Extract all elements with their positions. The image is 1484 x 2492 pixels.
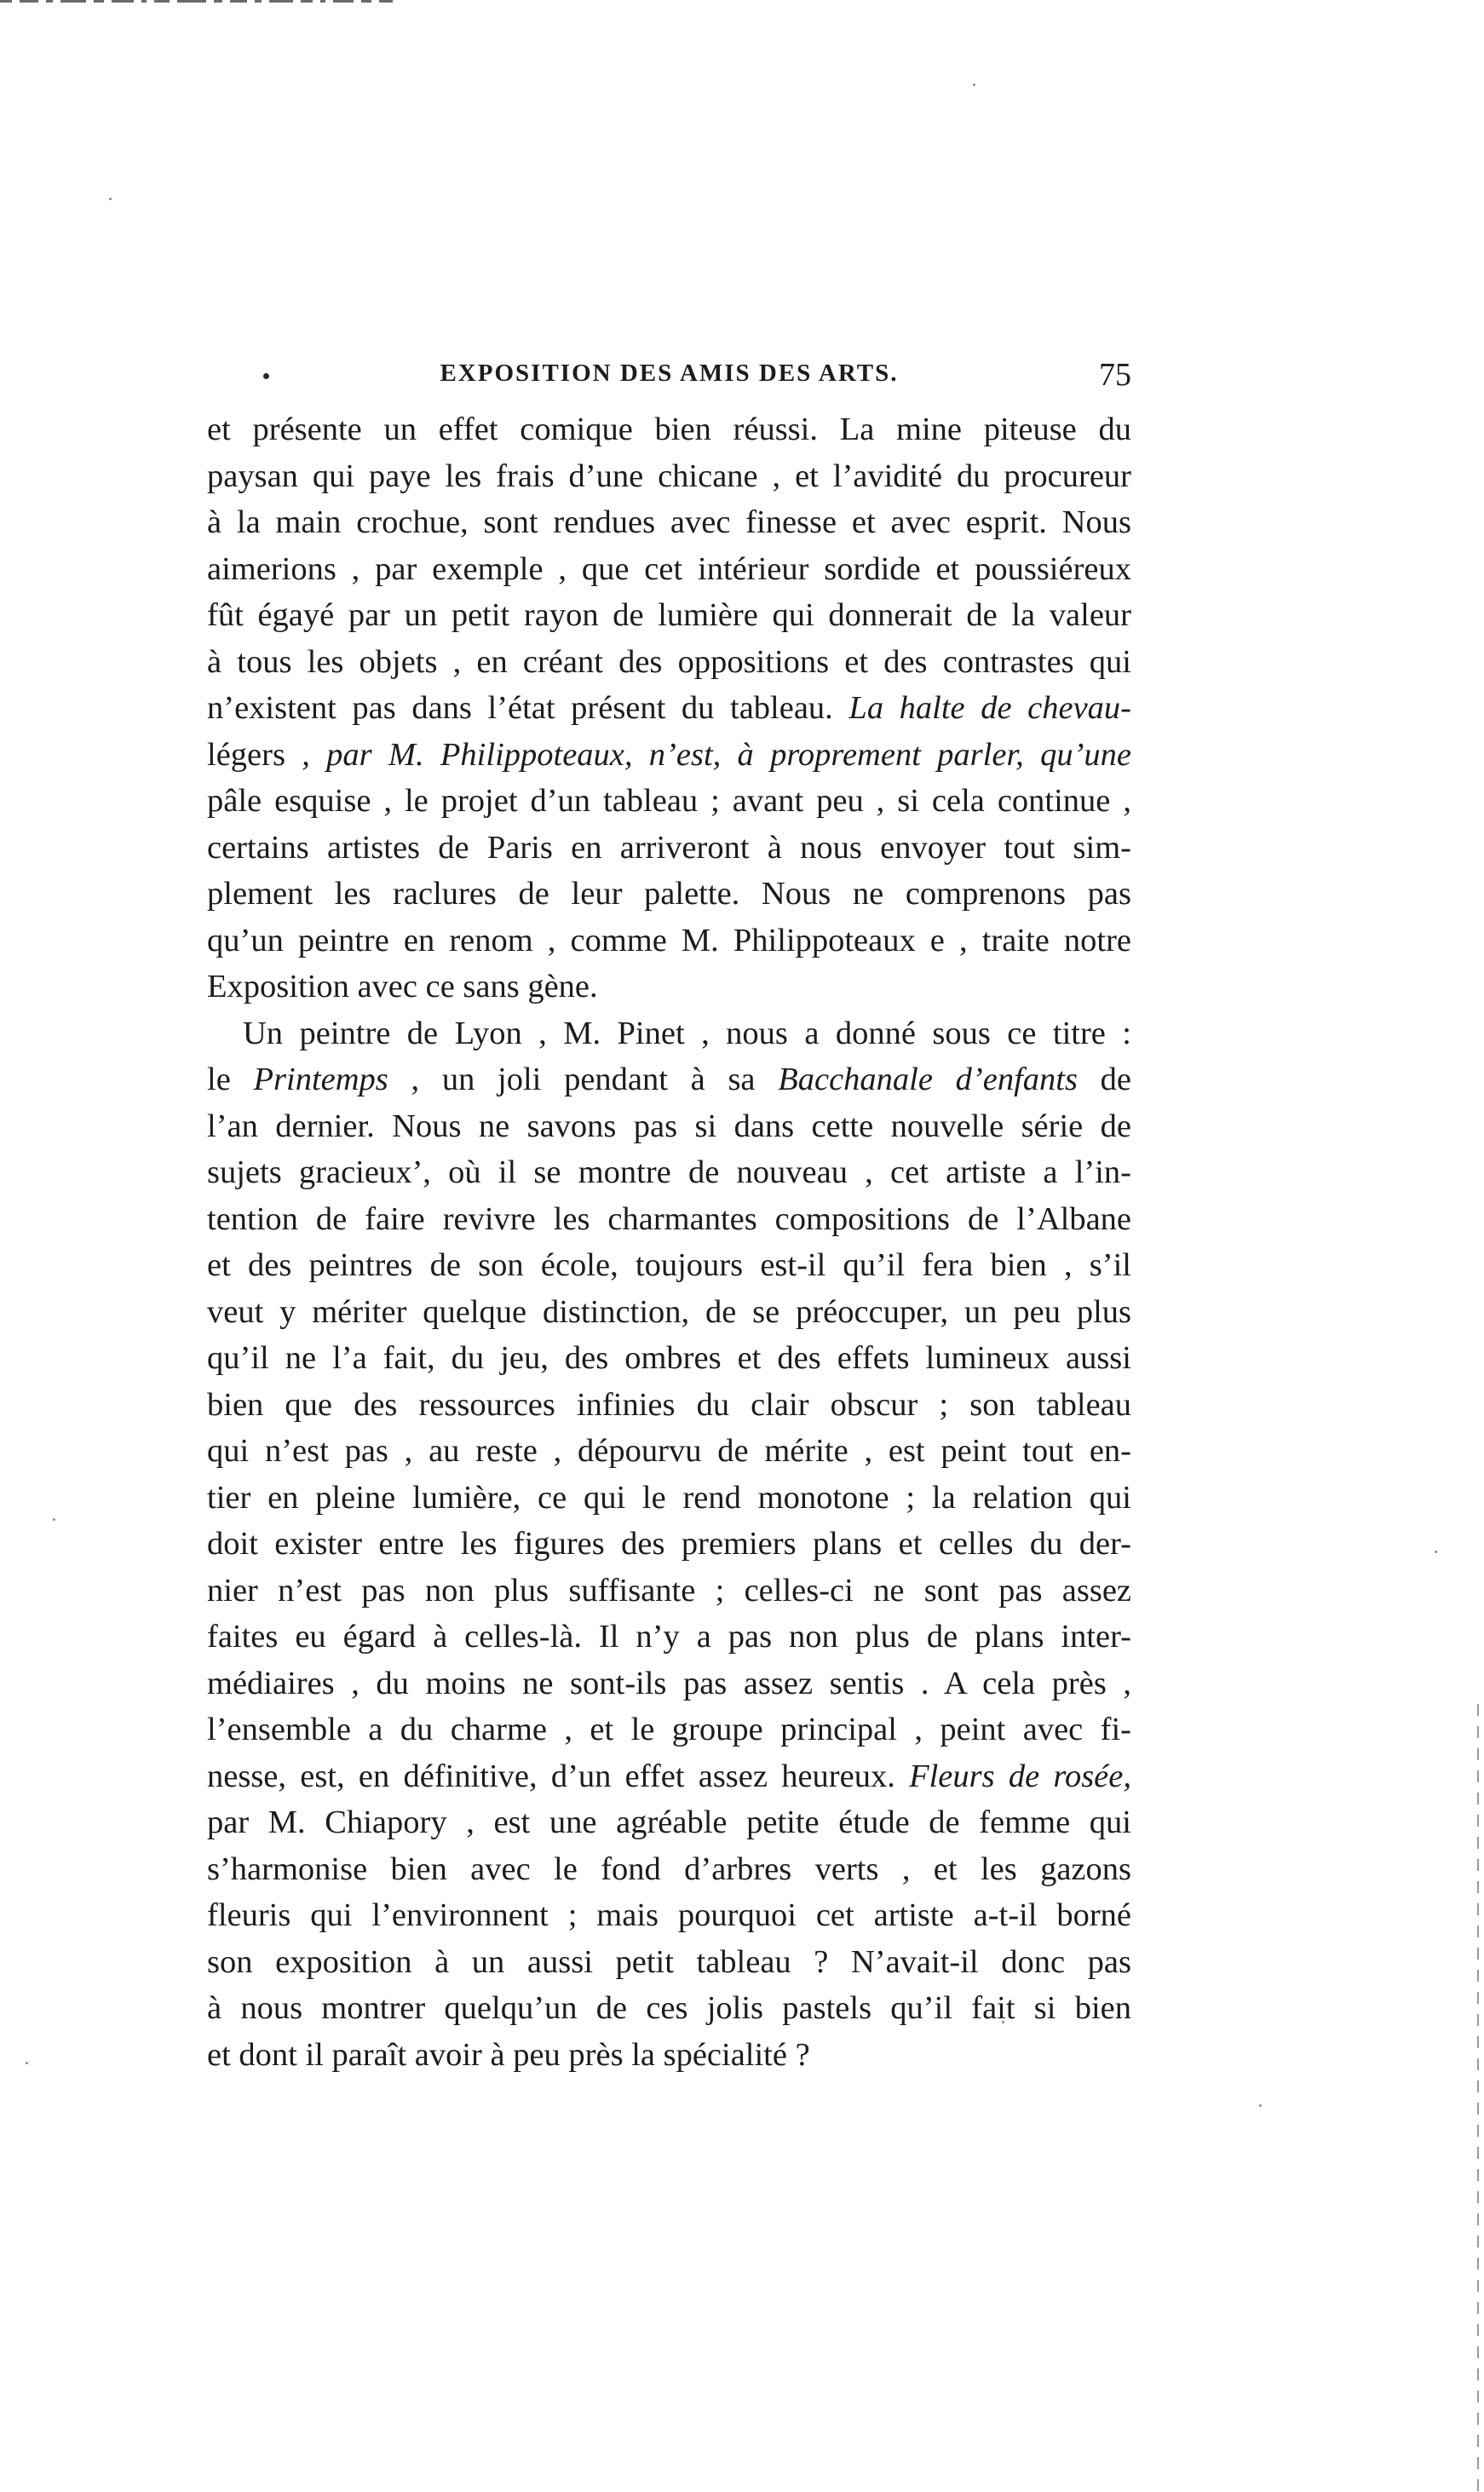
text-segment: veut y mériter quelque distinction, de se préoccuper, un peu plus: [207, 1293, 1131, 1330]
text-segment: nesse, est, en définitive, d’un effet assez heureux.: [207, 1758, 910, 1794]
text-line: [207, 871, 1131, 918]
scan-speck: [26, 2062, 28, 2064]
text-segment: Un peintre de Lyon , M. Pinet , nous a donné sous ce titre :: [243, 1015, 1131, 1051]
text-line: [207, 732, 1131, 779]
text-line: [207, 1382, 1131, 1429]
text-segment: tier en pleine lumière, ce qui le rend monotone ; la relation qui: [207, 1479, 1131, 1516]
text-segment: fût égayé par un petit rayon de lumière qui donnerait de la valeur: [207, 597, 1131, 633]
text-segment: à nous montrer quelqu’un de ces jolis pastels qu’il fait si bien: [207, 1990, 1131, 2026]
scan-speck: [109, 198, 112, 200]
text-line: [207, 1010, 1131, 1057]
text-line: [207, 1753, 1131, 1800]
text-segment: paysan qui paye les frais d’une chicane , et l’avidité du procureur: [207, 458, 1131, 494]
text-line: [207, 685, 1131, 732]
text-line: [207, 1568, 1131, 1614]
text-segment: fleuris qui l’environnent ; mais pourquoi cet artiste a-t-il borné: [207, 1897, 1131, 1933]
text-line: [207, 1056, 1131, 1103]
text-line: [207, 1428, 1131, 1475]
italic-title: Fleurs de rosée,: [909, 1758, 1131, 1794]
text-segment: et dont il paraît avoir à peu près la spécialité ?: [207, 2036, 810, 2073]
text-line: [207, 964, 1131, 1010]
body-text: [207, 406, 1131, 2078]
scan-speck: [973, 83, 975, 86]
italic-title: Bacchanale d’enfants: [778, 1062, 1078, 1097]
text-segment: à tous les objets , en créant des oppositions et des contrastes qui: [207, 643, 1131, 680]
page-number: 75: [1099, 357, 1131, 393]
italic-title: , par M. Philippoteaux, n’est, à proprement parler, qu’une: [285, 736, 1131, 773]
text-segment: nier n’est pas non plus suffisante ; celles-ci ne sont pas assez: [207, 1572, 1131, 1609]
text-segment: pâle esquise , le projet d’un tableau ; avant peu , si cela continue ,: [207, 783, 1131, 819]
italic-title: La halte de chevau-: [848, 690, 1131, 726]
text-segment: et présente un effet comique bien réussi. La mine piteuse du: [207, 411, 1131, 447]
text-segment: certains artistes de Paris en arriveront à nous envoyer tout sim-: [207, 829, 1131, 866]
text-line: [207, 639, 1131, 686]
text-line: [207, 2032, 1131, 2079]
scan-margin-rule: [1477, 1704, 1479, 2492]
text-line: [207, 825, 1131, 872]
text-line: [207, 1892, 1131, 1939]
text-segment: le: [207, 1062, 254, 1097]
text-line: [207, 1103, 1131, 1150]
paragraph: [207, 1010, 1131, 2079]
text-line: [207, 1196, 1131, 1243]
text-segment: l’ensemble a du charme , et le groupe principal , peint avec fi-: [207, 1712, 1131, 1747]
text-line: [207, 1706, 1131, 1753]
text-line: [207, 1985, 1131, 2032]
text-line: [207, 499, 1131, 546]
scan-top-edge: [0, 0, 647, 12]
text-line: [207, 546, 1131, 593]
text-line: [207, 1939, 1131, 1986]
text-segment: faites eu égard à celles-là. Il n’y a pas non plus de plans inter-: [207, 1619, 1131, 1655]
scan-speck: [1435, 1551, 1437, 1553]
text-segment: sujets gracieux’, où il se montre de nouveau , cet artiste a l’in-: [207, 1154, 1131, 1190]
text-segment: légers: [207, 736, 285, 773]
running-header: [207, 356, 1131, 397]
text-line: [207, 406, 1131, 453]
text-line: [207, 1335, 1131, 1382]
text-line: [207, 778, 1131, 825]
text-segment: son exposition à un aussi petit tableau ? N’avait-il donc pas: [207, 1943, 1131, 1980]
text-segment: Exposition avec ce sans gène.: [207, 969, 598, 1004]
text-segment: par M. Chiapory , est une agréable petite étude de femme qui: [207, 1804, 1131, 1840]
paragraph: [207, 406, 1131, 1010]
text-segment: , un joli pendant à sa: [388, 1062, 779, 1097]
text-segment: qu’il ne l’a fait, du jeu, des ombres et des effets lumineux aussi: [207, 1340, 1131, 1376]
text-segment: qu’un peintre en renom , comme M. Philippoteaux e , traite notre: [207, 922, 1131, 958]
italic-title: Printemps: [253, 1062, 388, 1097]
text-segment: de: [1077, 1062, 1131, 1097]
text-segment: médiaires , du moins ne sont-ils pas assez sentis . A cela près ,: [207, 1665, 1131, 1701]
text-line: [207, 918, 1131, 964]
text-line: [207, 1242, 1131, 1289]
text-segment: l’an dernier. Nous ne savons pas si dans cette nouvelle série de: [207, 1108, 1131, 1144]
text-segment: plement les raclures de leur palette. Nous ne comprenons pas: [207, 876, 1131, 912]
running-title: EXPOSITION DES AMIS DES ARTS.: [440, 360, 899, 387]
text-segment: doit exister entre les figures des premiers plans et celles du der-: [207, 1526, 1131, 1562]
text-line: [207, 1521, 1131, 1568]
scan-speck: [1259, 2104, 1262, 2107]
text-segment: n’existent pas dans l’état présent du tableau.: [207, 690, 849, 726]
text-line: [207, 453, 1131, 500]
text-line: [207, 1846, 1131, 1893]
text-segment: s’harmonise bien avec le fond d’arbres verts , et les gazons: [207, 1850, 1131, 1887]
text-line: [207, 1660, 1131, 1707]
text-segment: bien que des ressources infinies du clair obscur ; son tableau: [207, 1386, 1131, 1423]
text-line: [207, 1289, 1131, 1336]
text-segment: et des peintres de son école, toujours est-il qu’il fera bien , s’il: [207, 1247, 1131, 1283]
text-segment: qui n’est pas , au reste , dépourvu de mérite , est peint tout en-: [207, 1433, 1131, 1469]
text-segment: aimerions , par exemple , que cet intérieur sordide et poussiéreux: [207, 550, 1131, 587]
text-line: [207, 1799, 1131, 1846]
text-segment: tention de faire revivre les charmantes compositions de l’Albane: [207, 1200, 1131, 1237]
text-line: [207, 1614, 1131, 1660]
text-line: [207, 1475, 1131, 1522]
text-line: [207, 1149, 1131, 1196]
text-line: [207, 592, 1131, 639]
scan-speck: [53, 1518, 55, 1521]
text-segment: à la main crochue, sont rendues avec finesse et avec esprit. Nous: [207, 504, 1131, 540]
